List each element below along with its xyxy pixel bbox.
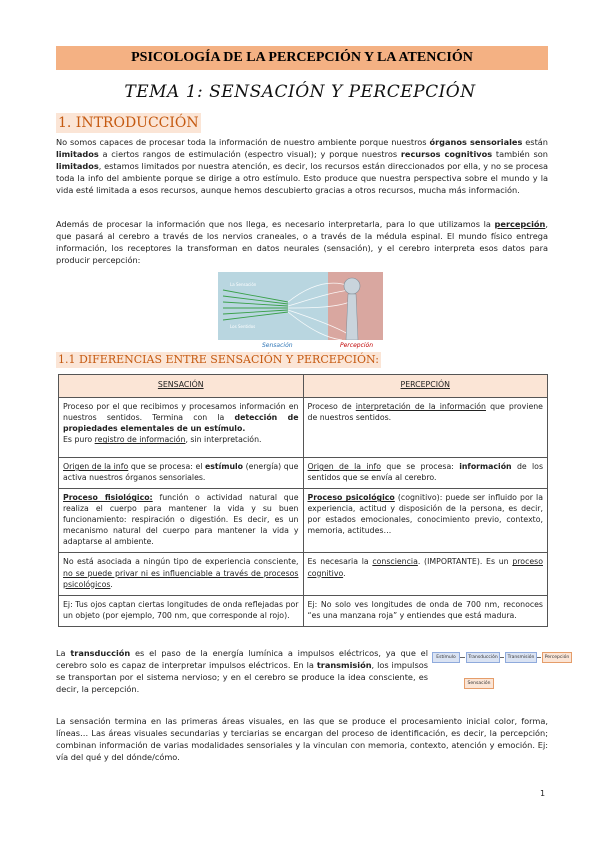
table-cell: Es necesaria la consciencia. (IMPORTANTE). Es un proceso cognitivo. <box>303 553 548 595</box>
figure-label-sensation: Sensación <box>262 342 293 349</box>
process-diagram <box>432 650 572 692</box>
column-header-sensation: SENSACIÓN <box>59 375 304 398</box>
table-header-row <box>59 375 548 398</box>
table-row <box>59 595 548 626</box>
table-cell: Proceso psicológico (cognitivo): puede ser influido por la experiencia, actitud y disposición de la persona, es decir, por estados emocionales, conocimiento previo, contexto, memoria, actitudes… <box>303 489 548 553</box>
diagram-box-sensation: Sensación <box>464 678 494 689</box>
diagram-box-stimulus: Estímulo <box>432 652 460 663</box>
figure-small-label: La Sensación <box>230 282 257 287</box>
figure-label-perception: Percepción <box>340 342 374 349</box>
table-cell: Origen de la info que se procesa: información de los sentidos que se envía al cerebro. <box>303 458 548 489</box>
diagram-box-transduction: Transducción <box>466 652 500 663</box>
diagram-box-transmission: Transmisión <box>505 652 537 663</box>
transduction-paragraph: La transducción es el paso de la energía lumínica a impulsos eléctricos, ya que el cerebro solo es capaz de interpretar impulsos eléctricos. En la transmisión, los impulsos se transportan por el sistema nervioso; y en el cerebro se produce la idea consciente, es decir, la percepción. <box>56 648 428 694</box>
diagram-box-perception: Percepción <box>542 652 572 663</box>
table-cell: Proceso de interpretación de la información que proviene de nuestros sentidos. <box>303 398 548 458</box>
intro-paragraph-1: No somos capaces de procesar toda la información de nuestro ambiente porque nuestros órganos sensoriales están limitados a ciertos rangos de estimulación (espectro visual); y porque nuestros recursos cognitivos también son limitados, estamos limitados por nuestra atención, es decir, los recursos están direccionados por ella, y no se procesa toda la info del ambiente porque se dirige a otro estímulo. Esto produce que nuestra perspectiva sobre el mundo y la vida esté limitada a esos recursos, aunque hemos descubierto gracias a otros recursos, mucha más información. <box>56 137 548 195</box>
sensation-perception-figure <box>218 272 383 340</box>
section-heading-introduction: 1. INTRODUCCIÓN <box>56 113 201 133</box>
table-row <box>59 458 548 489</box>
table-cell: Proceso fisiológico: función o actividad natural que realiza el cuerpo para mantener la vida y su buen funcionamiento: respiración o digestión. Es decir, es un mecanismo natural del cuerpo para mantener la vida y adaptarse al ambiente. <box>59 489 304 553</box>
table-row <box>59 489 548 553</box>
page-number: 1 <box>540 789 546 798</box>
arrow-icon <box>537 657 541 658</box>
table-cell: No está asociada a ningún tipo de experiencia consciente, no se puede privar ni es influenciable a través de procesos psicológicos. <box>59 553 304 595</box>
neural-pathway-illustration <box>218 272 383 340</box>
arrow-icon <box>460 657 465 658</box>
table-cell: Proceso por el que recibimos y procesamos información en nuestros sentidos. Termina con la detección de propiedades elementales de un estímulo. Es puro registro de información, sin interpretación. <box>59 398 304 458</box>
intro-paragraph-2: Además de procesar la información que nos llega, es necesario interpretarla, para lo que utilizamos la percepción, que pasará al cerebro a través de los nervios craneales, o a través de la médula espinal. El mundo físico entrega información, los receptores la transforman en datos neurales (sensación), y el cerebro interpreta esos datos para producir percepción: <box>56 219 548 265</box>
page-title: TEMA 1: SENSACIÓN Y PERCEPCIÓN <box>124 82 476 102</box>
table-cell: Ej: No solo ves longitudes de onda de 700 nm, reconoces “es una manzana roja” y entiendes que está madura. <box>303 595 548 626</box>
course-header: PSICOLOGÍA DE LA PERCEPCIÓN Y LA ATENCIÓN <box>56 46 548 70</box>
column-header-perception: PERCEPCIÓN <box>303 375 548 398</box>
comparison-table <box>58 374 548 627</box>
final-paragraph: La sensación termina en las primeras áreas visuales, en las que se produce el procesamiento inicial color, forma, líneas… Las áreas visuales secundarias y terciarias se encargan del proceso de identificación, es decir, la percepción; combinan información de varias modalidades sensoriales y la vinculan con memoria, contexto, atención y emoción. Ej: vía del qué y del dónde/cómo. <box>56 716 548 762</box>
table-cell: Ej: Tus ojos captan ciertas longitudes de onda reflejadas por un objeto (por ejemplo, 700 nm, que corresponde al rojo). <box>59 595 304 626</box>
table-row <box>59 553 548 595</box>
table-cell: Origen de la info que se procesa: el estímulo (energía) que activa nuestros órganos sensoriales. <box>59 458 304 489</box>
table-row <box>59 398 548 458</box>
figure-small-label: Los Sentidos <box>230 324 256 329</box>
arrow-icon <box>500 657 504 658</box>
section-heading-differences: 1.1 DIFERENCIAS ENTRE SENSACIÓN Y PERCEPCIÓN: <box>58 353 379 366</box>
